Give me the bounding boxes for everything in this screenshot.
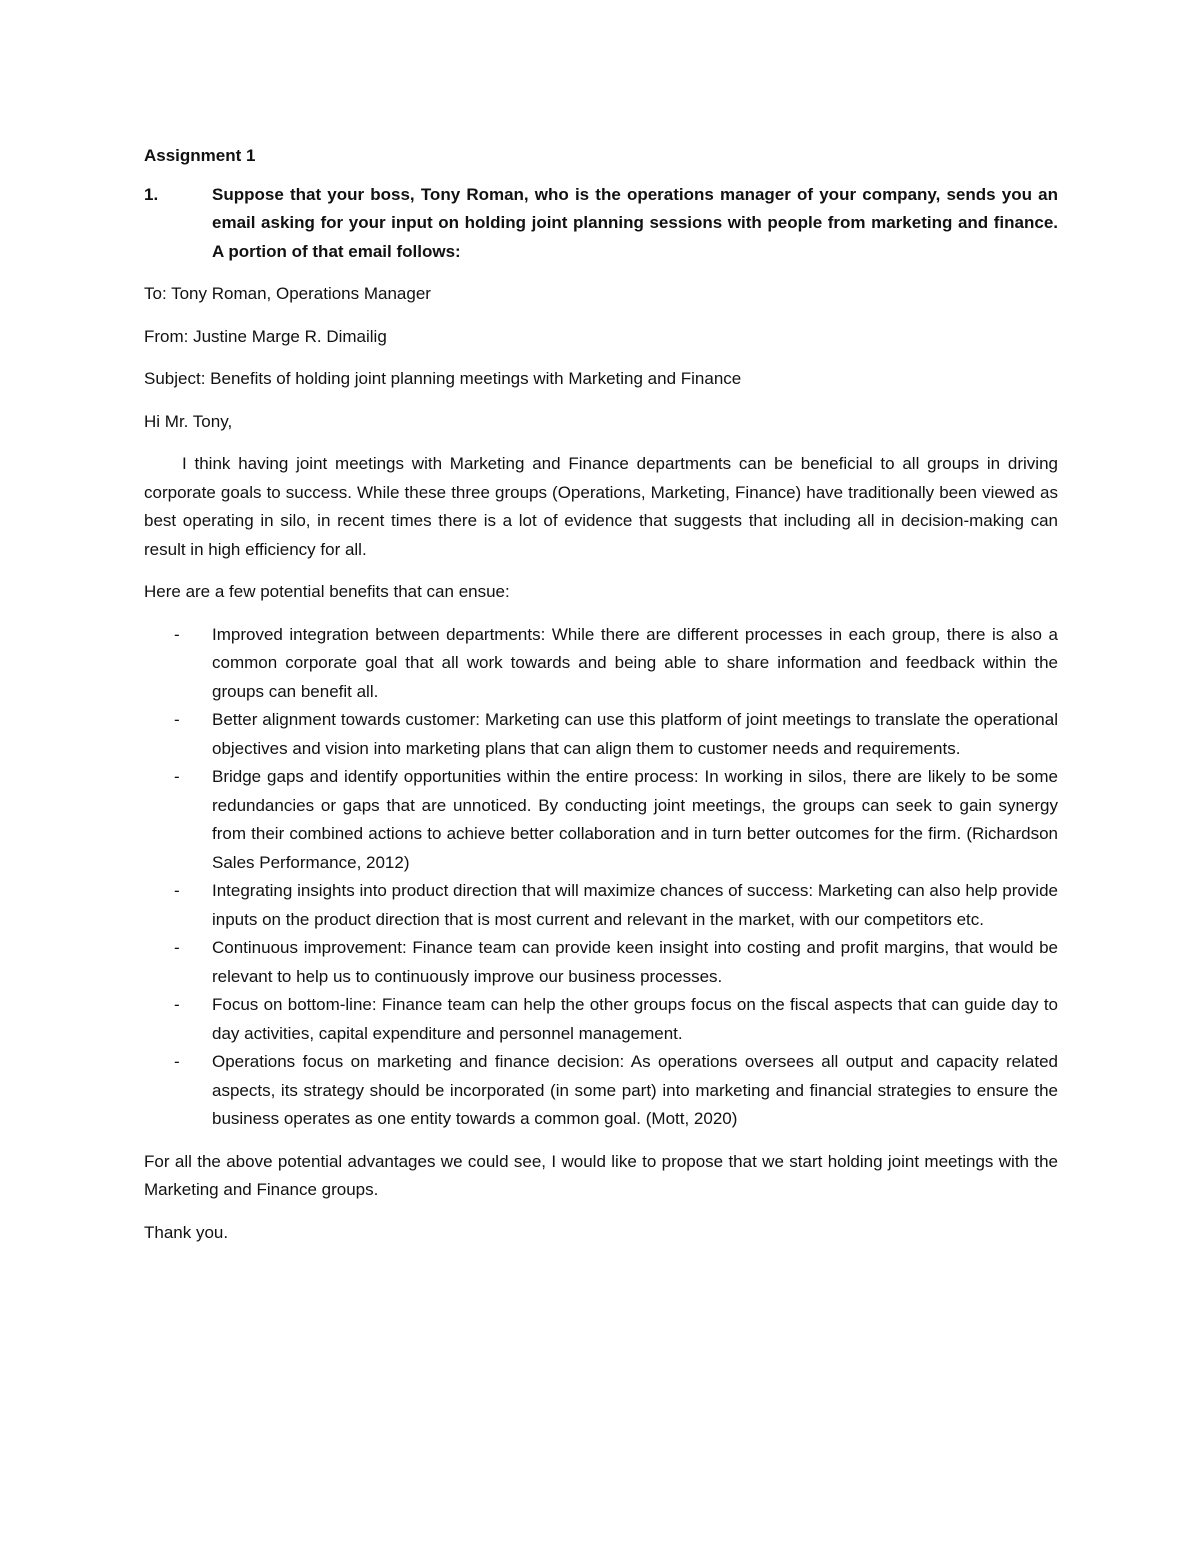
document-page (144, 142, 1058, 1261)
benefit-item (144, 1048, 1058, 1134)
assignment-title: Assignment 1 (144, 146, 256, 165)
benefit-item (144, 877, 1058, 934)
question-number: 1. (144, 184, 159, 204)
bullet-dash: - (174, 767, 180, 786)
benefit-item (144, 991, 1058, 1048)
benefit-item (144, 763, 1058, 877)
bullet-dash: - (174, 1052, 180, 1071)
benefits-list (144, 621, 1058, 1134)
email-from: From: Justine Marge R. Dimailig (144, 326, 387, 346)
email-intro-paragraph: I think having joint meetings with Marketing and Finance departments can be beneficial to all groups in driving corporate goals to success. While these three groups (Operations, Marketing, Finance) have traditionally been viewed as best operating in silo, in recent times there is a lot of evidence that suggests that including all in decision-making can result in high efficiency for all. (144, 454, 1058, 559)
closing-paragraph: For all the above potential advantages we could see, I would like to propose that we start holding joint meetings with the Marketing and Finance groups. (144, 1151, 1058, 1199)
email-greeting: Hi Mr. Tony, (144, 411, 233, 431)
bullet-dash: - (174, 938, 180, 957)
benefit-text: Improved integration between departments: While there are different processes in each group, there is also a common corporate goal that all work towards and being able to share information and feedback within the groups can benefit all. (212, 624, 1058, 701)
benefit-text: Focus on bottom-line: Finance team can help the other groups focus on the fiscal aspects that can guide day to day activities, capital expenditure and personnel management. (212, 995, 1058, 1043)
benefit-item (144, 934, 1058, 991)
bullet-dash: - (174, 710, 180, 729)
bullet-dash: - (174, 995, 180, 1014)
benefits-lead: Here are a few potential benefits that can ensue: (144, 582, 510, 601)
benefit-item (144, 706, 1058, 763)
email-signoff: Thank you. (144, 1222, 229, 1242)
benefit-text: Better alignment towards customer: Marketing can use this platform of joint meetings to translate the operational objectives and vision into marketing plans that can align them to customer needs and requirements. (212, 710, 1058, 758)
bullet-dash: - (174, 624, 180, 644)
question-item (144, 181, 1058, 267)
bullet-dash: - (174, 881, 180, 900)
benefit-text: Integrating insights into product direction that will maximize chances of success: Marketing can also help provide inputs on the product direction that is most current and relevant in the market, with our competitors etc. (212, 881, 1058, 929)
email-to: To: Tony Roman, Operations Manager (144, 284, 431, 303)
benefit-text: Bridge gaps and identify opportunities within the entire process: In working in silos, there are likely to be some redundancies or gaps that are unnoticed. By conducting joint meetings, the groups can seek to gain synergy from their combined actions to achieve better collaboration and in turn better outcomes for the firm. (Richardson Sales Performance, 2012) (212, 767, 1058, 872)
benefit-text: Continuous improvement: Finance team can provide keen insight into costing and profit margins, that would be relevant to help us to continuously improve our business processes. (212, 938, 1058, 986)
benefit-item (144, 621, 1058, 707)
email-subject: Subject: Benefits of holding joint planning meetings with Marketing and Finance (144, 369, 742, 388)
benefit-text: Operations focus on marketing and finance decision: As operations oversees all output and capacity related aspects, its strategy should be incorporated (in some part) into marketing and financial strategies to ensure the business operates as one entity towards a common goal. (Mott, 2020) (212, 1052, 1058, 1128)
question-text: Suppose that your boss, Tony Roman, who is the operations manager of your company, sends you an email asking for your input on holding joint planning sessions with people from marketing and finance. A portion of that email follows: (212, 184, 1058, 261)
